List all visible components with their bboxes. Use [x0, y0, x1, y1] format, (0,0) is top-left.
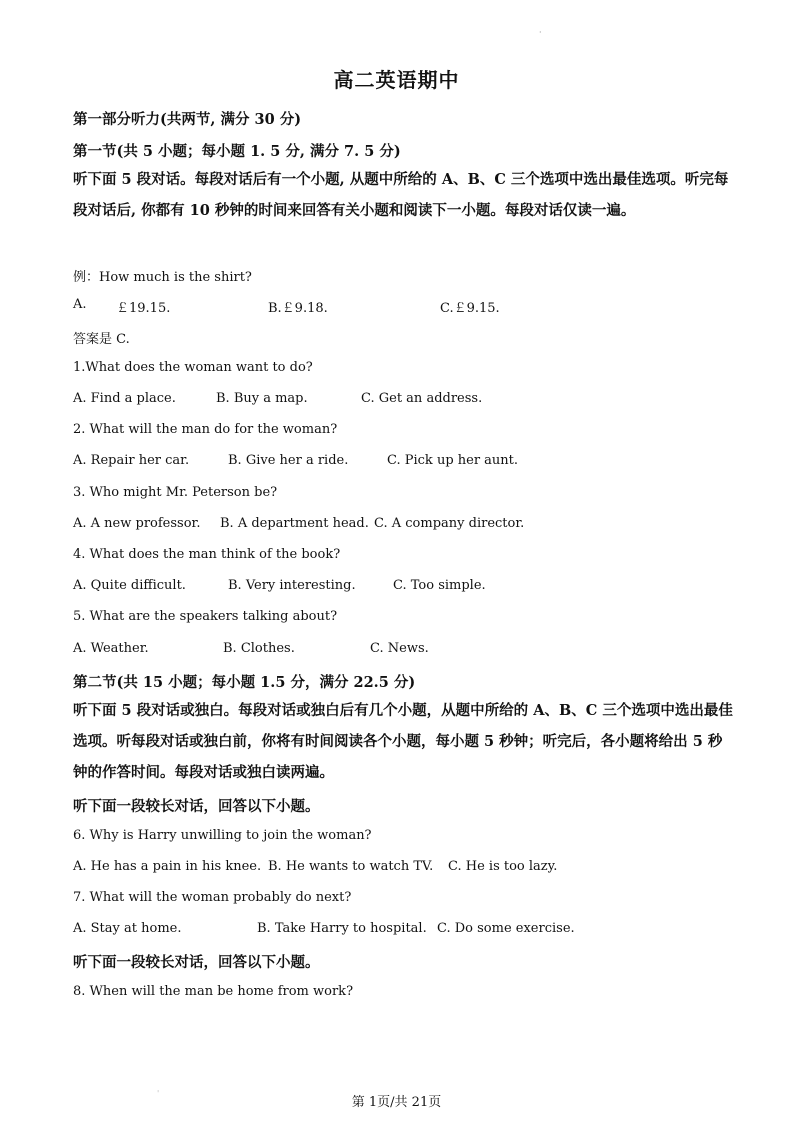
q1-option-b: B. Buy a map.	[216, 391, 308, 406]
q5-option-c: C. News.	[370, 641, 429, 656]
section1-instructions: 听下面 5 段对话。每段对话后有一个小题, 从题中所给的 A、B、C 三个选项中选出最佳选项。听完每段对话后, 你都有 10 秒钟的时间来回答有关小题和阅读下一小题。每段对话仅读一遍。	[73, 171, 729, 219]
example-option-a-label: A.	[73, 297, 87, 312]
part1-heading: 第一部分听力(共两节, 满分 30 分)	[73, 111, 302, 128]
question-1: 1.What does the woman want to do?	[73, 360, 313, 375]
question-2: 2. What will the man do for the woman?	[73, 422, 338, 437]
q4-option-c: C. Too simple.	[393, 578, 486, 593]
example-option-b: B.￡9.18.	[268, 301, 328, 316]
page-title: 高二英语期中	[333, 68, 460, 92]
q4-option-b: B. Very interesting.	[228, 578, 356, 593]
q3-option-b: B. A department head.	[220, 516, 369, 531]
q1-option-a: A. Find a place.	[73, 391, 176, 406]
question-7: 7. What will the woman probably do next?	[73, 890, 352, 905]
example-option-a-value: ￡19.15.	[116, 301, 171, 316]
q7-option-a: A. Stay at home.	[73, 921, 182, 936]
q7-option-c: C. Do some exercise.	[437, 921, 575, 936]
example-option-c: C.￡9.15.	[440, 301, 500, 316]
q3-option-a: A. A new professor.	[73, 516, 201, 531]
q6-option-c: C. He is too lazy.	[448, 859, 558, 874]
question-8: 8. When will the man be home from work?	[73, 984, 354, 999]
q7-option-b: B. Take Harry to hospital.	[257, 921, 427, 936]
q1-option-c: C. Get an address.	[361, 391, 483, 406]
question-3: 3. Who might Mr. Peterson be?	[73, 485, 278, 500]
page-footer: 第 1页/共 21页	[351, 1095, 442, 1110]
header-dot: ·	[539, 28, 542, 37]
q2-option-a: A. Repair her car.	[73, 453, 190, 468]
footer-mark: '	[157, 1089, 160, 1098]
q6-option-b: B. He wants to watch TV.	[268, 859, 434, 874]
listen-prompt-2: 听下面一段较长对话，回答以下小题。	[73, 954, 320, 971]
q5-option-a: A. Weather.	[73, 641, 149, 656]
q6-option-a: A. He has a pain in his knee.	[73, 859, 262, 874]
section1-heading: 第一节(共 5 小题；每小题 1. 5 分, 满分 7. 5 分)	[73, 143, 401, 160]
example-answer: 答案是 C.	[73, 332, 130, 347]
q3-option-c: C. A company director.	[374, 516, 525, 531]
q4-option-a: A. Quite difficult.	[73, 578, 186, 593]
q5-option-b: B. Clothes.	[223, 641, 295, 656]
question-6: 6. Why is Harry unwilling to join the woman?	[73, 828, 372, 843]
section2-heading: 第二节(共 15 小题；每小题 1.5 分，满分 22.5 分)	[73, 674, 416, 691]
example-question: 例：How much is the shirt?	[73, 270, 252, 285]
listen-prompt-1: 听下面一段较长对话，回答以下小题。	[73, 798, 320, 815]
question-5: 5. What are the speakers talking about?	[73, 609, 338, 624]
question-4: 4. What does the man think of the book?	[73, 547, 341, 562]
q2-option-b: B. Give her a ride.	[228, 453, 349, 468]
q2-option-c: C. Pick up her aunt.	[387, 453, 519, 468]
section2-instructions: 听下面 5 段对话或独白。每段对话或独白后有几个小题，从题中所给的 A、B、C 三个选项中选出最佳选项。听每段对话或独白前，你将有时间阅读各个小题，每小题 5 秒钟；听完后，各小题将给出 5 秒钟的作答时间。每段对话或独白读两遍。	[73, 702, 733, 781]
